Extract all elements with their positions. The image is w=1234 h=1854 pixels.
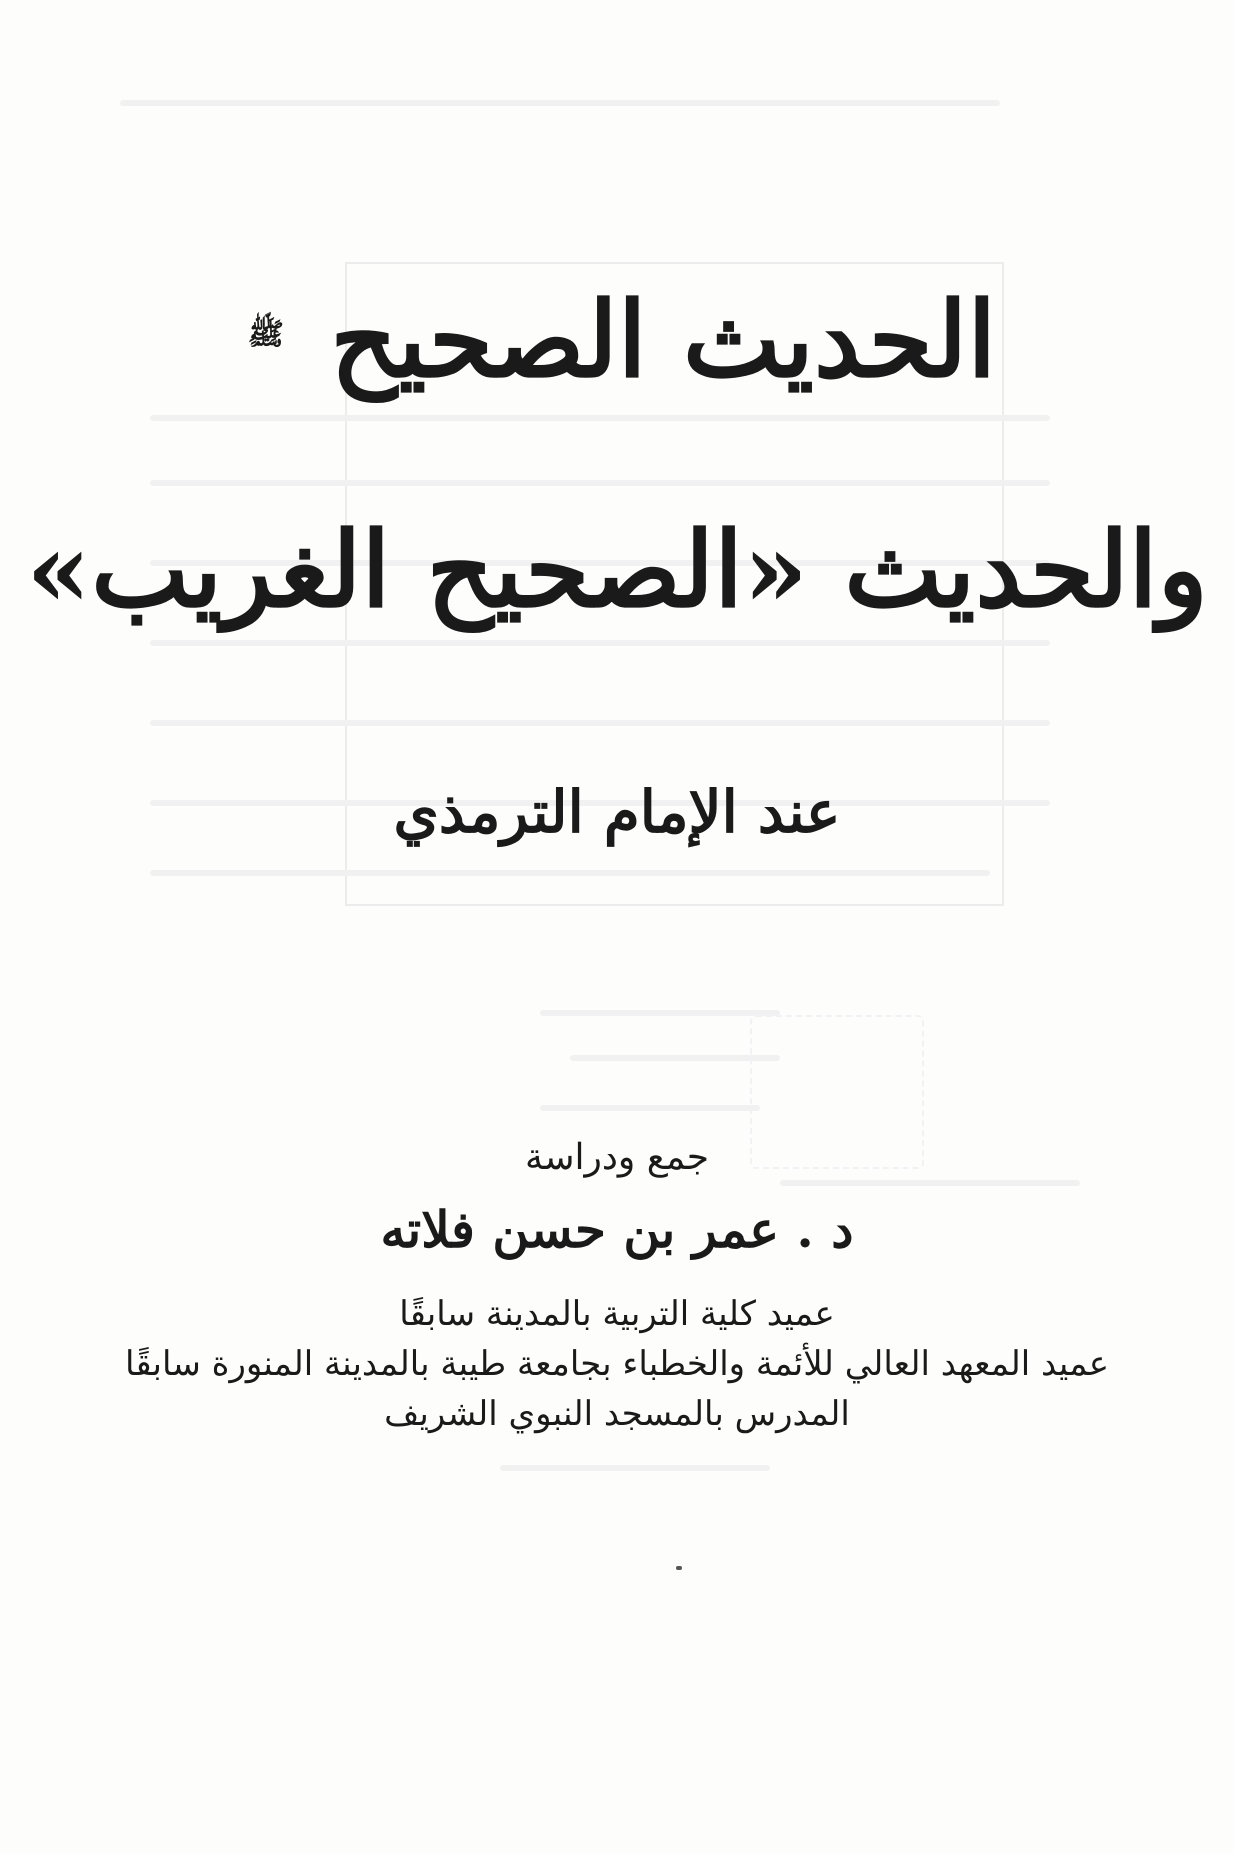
title-line-1 <box>0 270 1234 419</box>
compiled-label: جمع ودراسة <box>525 1137 709 1178</box>
author-position-1: عميد كلية التربية بالمدينة سابقًا <box>399 1294 835 1334</box>
show-through-line <box>500 1465 770 1471</box>
author-position-3: المدرس بالمسجد النبوي الشريف <box>384 1394 850 1434</box>
title-line-2: والحديث «الصحيح الغريب» <box>26 508 1208 631</box>
show-through-line <box>150 720 1050 726</box>
author-name: د . عمر بن حسن فلاته <box>380 1200 854 1259</box>
author-position-2: عميد المعهد العالي للأئمة والخطباء بجامعة طيبة بالمدينة المنورة سابقًا <box>124 1344 1110 1384</box>
subtitle: عند الإمام الترمذي <box>393 778 841 846</box>
show-through-line <box>120 100 1000 106</box>
title-line-1-text: الحديث الصحيح <box>330 278 997 401</box>
show-through-line <box>570 1055 780 1061</box>
honorific-mark: ﷺ <box>247 316 285 352</box>
ink-speck <box>676 1566 682 1570</box>
show-through-line <box>150 480 1050 486</box>
show-through-line <box>540 1010 780 1016</box>
show-through-line <box>540 1105 760 1111</box>
show-through-line <box>150 870 990 876</box>
show-through-line <box>150 640 1050 646</box>
